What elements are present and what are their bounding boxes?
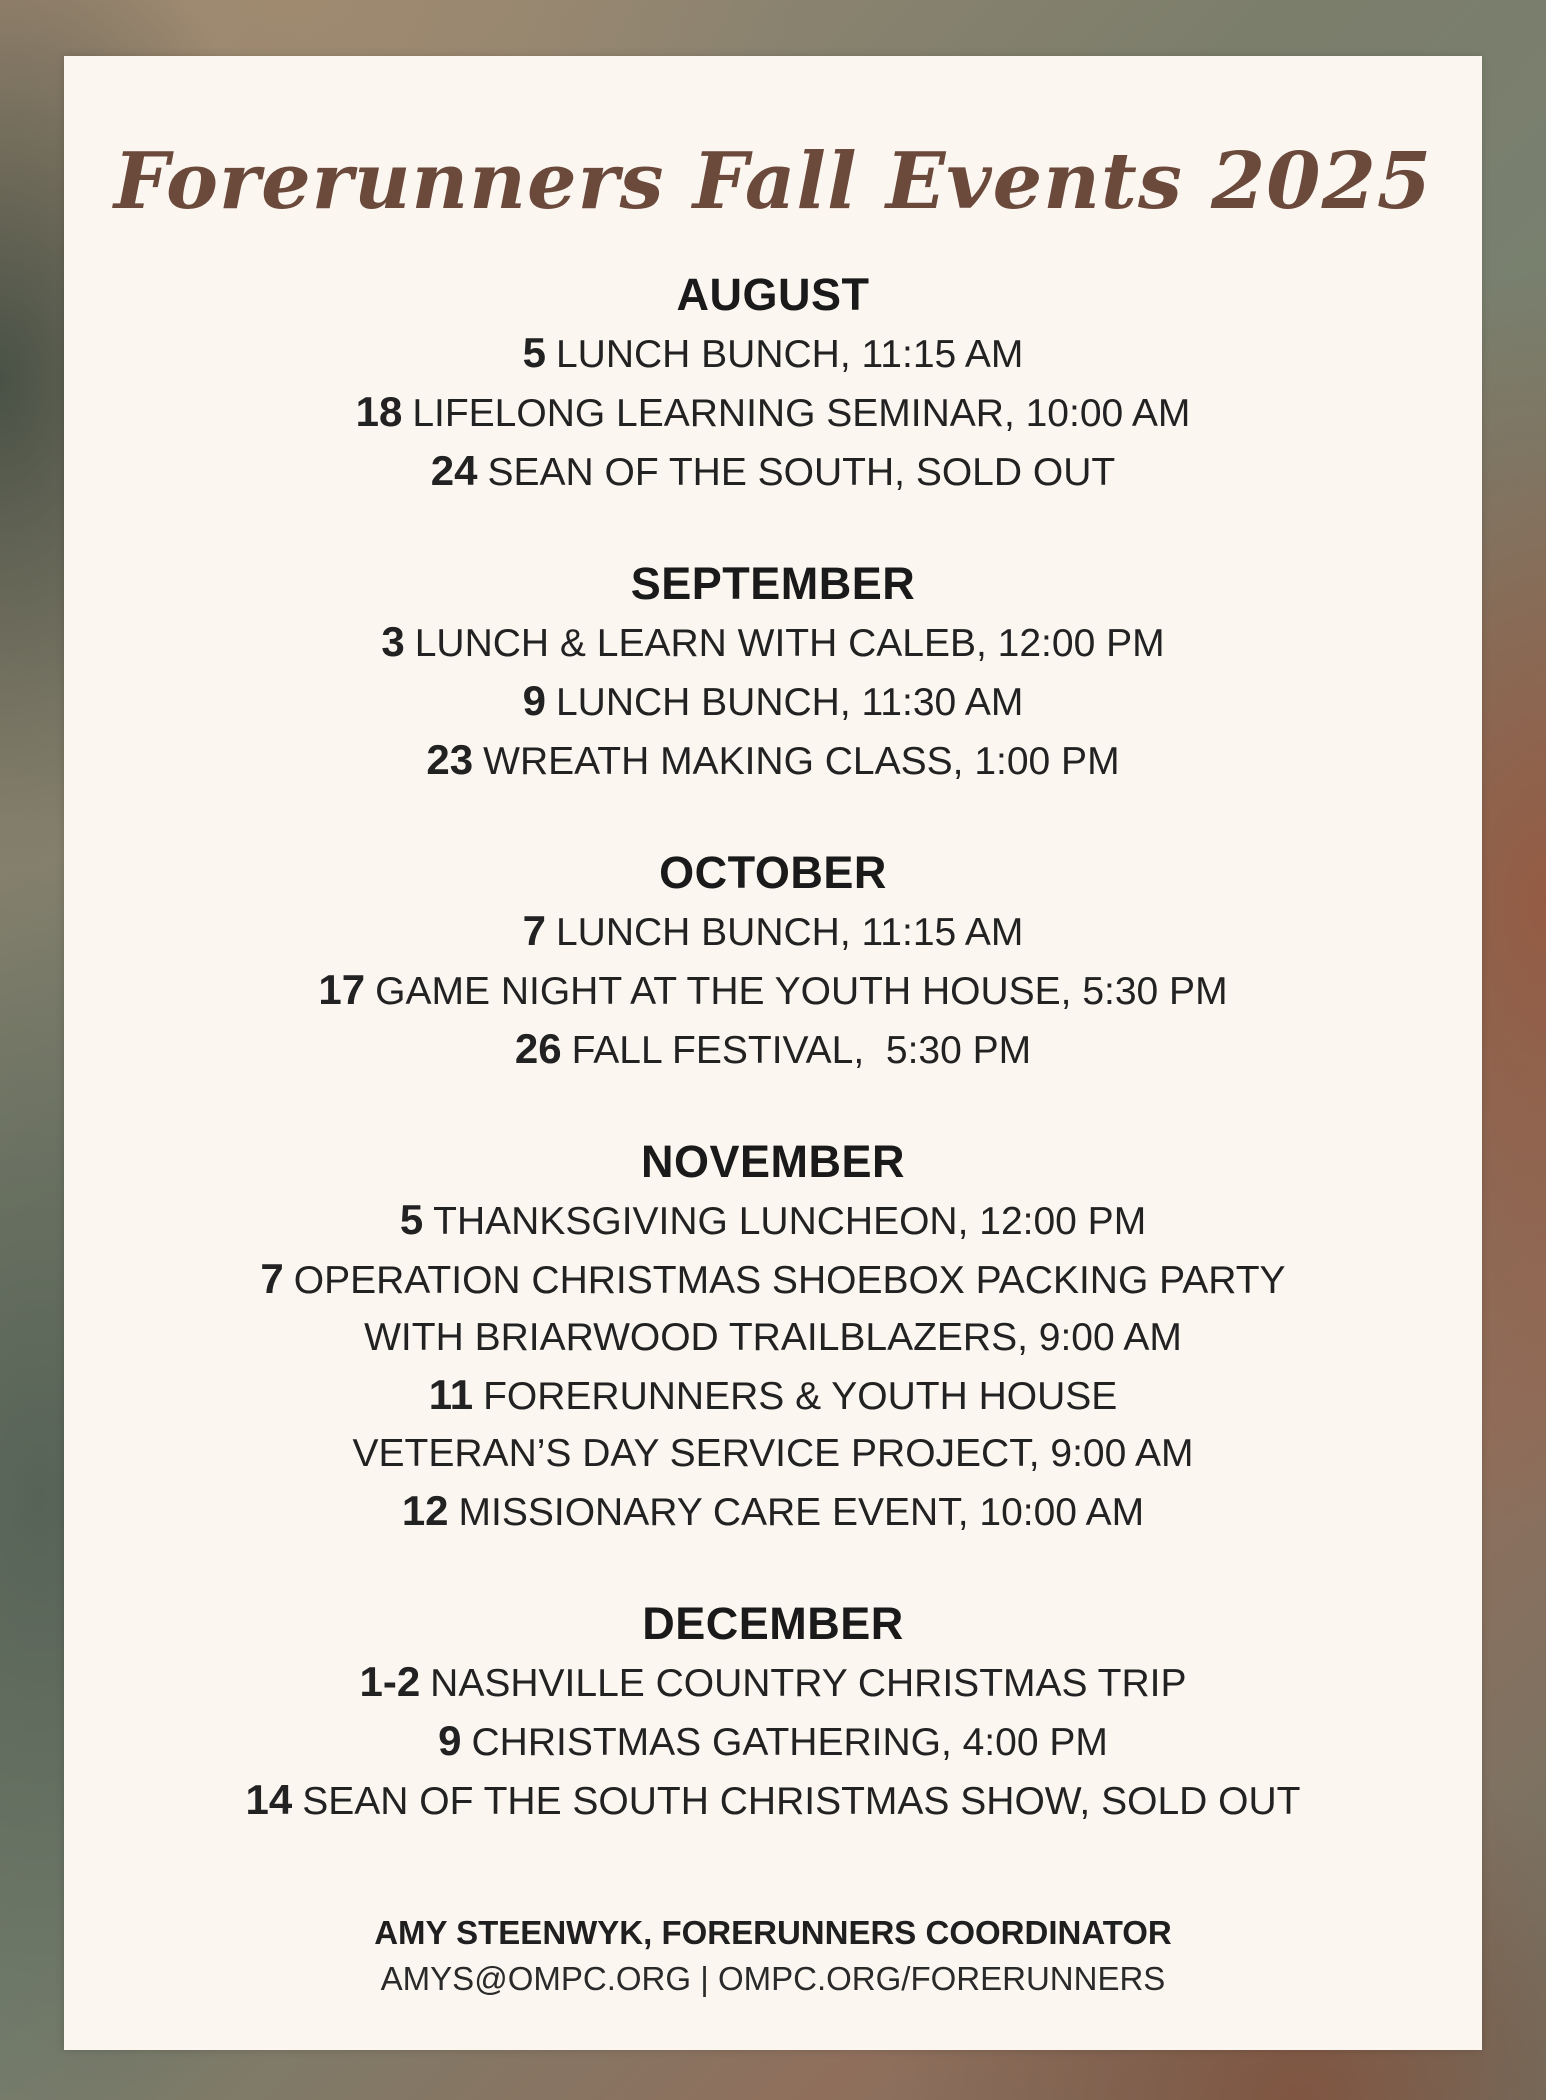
event-day: 18 [355, 388, 403, 435]
event-continuation: VETERAN’S DAY SERVICE PROJECT, 9:00 AM [352, 1432, 1194, 1475]
event-item [64, 1482, 1482, 1541]
event-item [64, 1250, 1482, 1309]
event-day: 14 [245, 1776, 293, 1823]
event-day: 5 [522, 329, 546, 376]
event-continuation: WITH BRIARWOOD TRAILBLAZERS, 9:00 AM [364, 1316, 1182, 1359]
event-day: 17 [318, 966, 366, 1013]
event-text: NASHVILLE COUNTRY CHRISTMAS TRIP [430, 1662, 1187, 1705]
event-text: LUNCH BUNCH, 11:30 AM [555, 681, 1024, 724]
coordinator-name: AMY STEENWYK, FORERUNNERS COORDINATOR [374, 1914, 1172, 1951]
event-day: 9 [438, 1717, 462, 1764]
event-item [64, 1653, 1482, 1712]
event-item [64, 1712, 1482, 1771]
event-item [64, 1020, 1482, 1079]
event-item [64, 324, 1482, 383]
event-text: WREATH MAKING CLASS, 1:00 PM [483, 740, 1120, 783]
event-text: FORERUNNERS & YOUTH HOUSE [483, 1375, 1118, 1418]
email-link[interactable]: AMYS@OMPC.ORG [380, 1960, 692, 1997]
month-september [64, 555, 1482, 790]
contact-footer [64, 1910, 1482, 2002]
event-item [64, 731, 1482, 790]
event-day: 11 [428, 1371, 474, 1418]
month-heading: NOVEMBER [640, 1136, 906, 1187]
month-heading: AUGUST [676, 269, 870, 320]
event-day: 7 [522, 907, 546, 954]
event-text: SEAN OF THE SOUTH CHRISTMAS SHOW, SOLD OUT [302, 1780, 1301, 1823]
event-text: GAME NIGHT AT THE YOUTH HOUSE, 5:30 PM [375, 970, 1228, 1013]
month-october [64, 844, 1482, 1079]
event-text: FALL FESTIVAL, 5:30 PM [571, 1029, 1032, 1072]
website-link[interactable]: OMPC.ORG/FORERUNNERS [717, 1960, 1166, 1997]
event-item [64, 1366, 1482, 1425]
contact-line [64, 1956, 1482, 2002]
event-day: 26 [514, 1025, 562, 1072]
contact-separator: | [700, 1960, 709, 1997]
month-heading: DECEMBER [642, 1598, 904, 1649]
event-item [64, 961, 1482, 1020]
event-item [64, 672, 1482, 731]
month-november [64, 1133, 1482, 1541]
event-day: 24 [430, 447, 478, 494]
event-text: THANKSGIVING LUNCHEON, 12:00 PM [433, 1200, 1147, 1243]
event-text: LUNCH & LEARN WITH CALEB, 12:00 PM [414, 622, 1165, 665]
event-text: CHRISTMAS GATHERING, 4:00 PM [471, 1721, 1108, 1764]
event-day: 7 [260, 1255, 284, 1302]
event-day: 12 [401, 1487, 449, 1534]
event-text: LUNCH BUNCH, 11:15 AM [555, 333, 1024, 376]
event-item [64, 442, 1482, 501]
month-heading: OCTOBER [659, 847, 887, 898]
month-august [64, 266, 1482, 501]
event-text: LUNCH BUNCH, 11:15 AM [555, 911, 1024, 954]
month-december [64, 1595, 1482, 1830]
event-flyer-card [64, 56, 1482, 2050]
event-text: SEAN OF THE SOUTH, SOLD OUT [487, 451, 1116, 494]
event-item [64, 613, 1482, 672]
event-item [64, 1771, 1482, 1830]
event-item [64, 383, 1482, 442]
event-day: 1-2 [359, 1658, 421, 1705]
month-heading: SEPTEMBER [630, 558, 916, 609]
event-day: 9 [522, 677, 546, 724]
event-day: 3 [381, 618, 405, 665]
event-text: OPERATION CHRISTMAS SHOEBOX PACKING PARTY [293, 1259, 1286, 1302]
flyer-title: Forerunners Fall Events 2025 [113, 136, 1433, 227]
event-text: MISSIONARY CARE EVENT, 10:00 AM [458, 1491, 1145, 1534]
event-item [64, 902, 1482, 961]
events-list [64, 266, 1482, 1884]
event-item [64, 1191, 1482, 1250]
event-day: 23 [426, 736, 474, 783]
event-day: 5 [399, 1196, 424, 1243]
event-text: LIFELONG LEARNING SEMINAR, 10:00 AM [412, 392, 1191, 435]
